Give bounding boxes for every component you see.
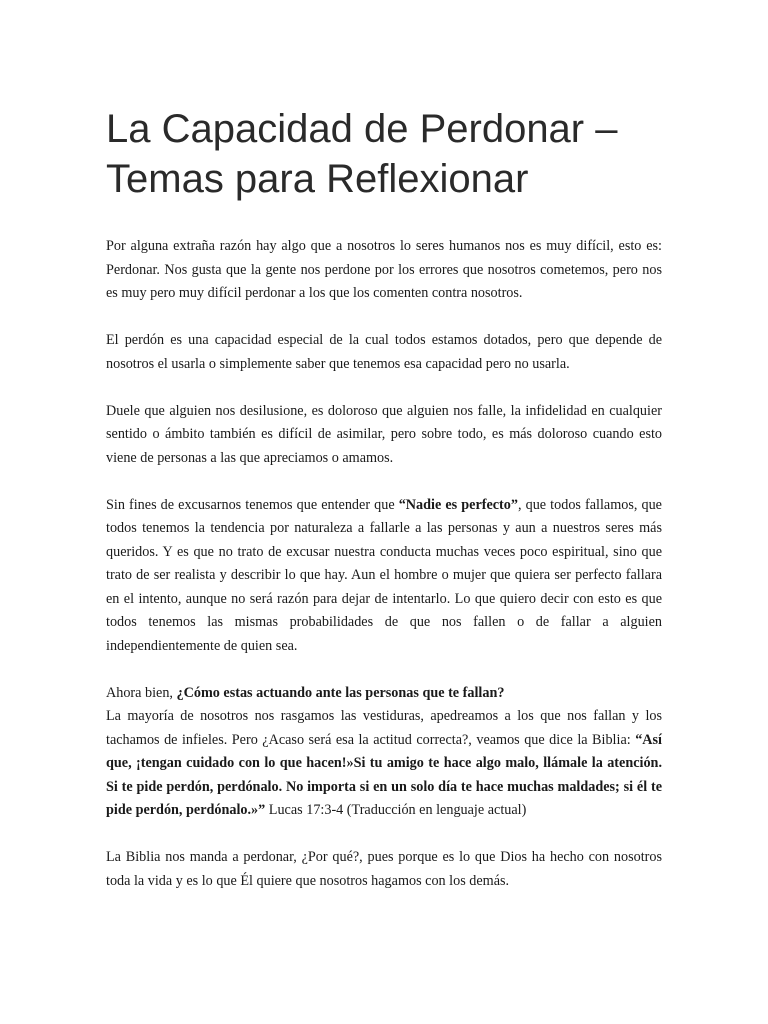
paragraph-2: El perdón es una capacidad especial de la cual todos estamos dotados, pero que depende de nosotros el usarla o simplemente saber que tenemos esa capacidad pero no usarla. [106,332,662,372]
document-title [106,104,666,204]
document-body [106,235,662,893]
bible-quote: “Así que, ¡tengan cuidado con lo que hacen!»Si tu amigo te hace algo malo, llámale la atención. Si te pide perdón, perdónalo. No importa si en un solo día te hace muchas maldades; si él te pide perdón, perdónalo.»” [106,731,662,818]
paragraph-6-text-a: La mayoría de nosotros nos rasgamos las vestiduras, apedreamos a los que nos fallan y los tachamos de infieles. Pero ¿Acaso será esa la actitud correcta?, veamos que dice la Biblia: [106,708,662,748]
paragraph-4-bold: “Nadie es perfecto” [398,496,518,513]
paragraph-5 [106,682,662,706]
paragraph-5-text-a: Ahora bien, [106,684,177,701]
title-line-2: Temas para Reflexionar [106,157,529,201]
paragraph-3: Duele que alguien nos desilusione, es doloroso que alguien nos falle, la infidelidad en cualquier sentido o ámbito también es difícil de asimilar, pero sobre todo, es más doloroso cuando esto viene de personas a las que apreciamos o amamos. [106,402,662,466]
paragraph-4-text-a: Sin fines de excusarnos tenemos que entender que [106,496,399,513]
paragraph-1: Por alguna extraña razón hay algo que a nosotros lo seres humanos nos es muy difícil, esto es: Perdonar. Nos gusta que la gente nos perdone por los errores que nosotros cometemos, pero nos es muy pero muy difícil perdonar a los que los comenten contra nosotros. [106,238,662,301]
paragraph-6 [106,705,662,823]
title-line-1: La Capacidad de Perdonar – [106,107,618,151]
paragraph-4 [106,494,662,659]
paragraph-5-bold-question: ¿Cómo estas actuando ante las personas que te fallan? [176,684,505,701]
paragraph-7: La Biblia nos manda a perdonar, ¿Por qué?, pues porque es lo que Dios ha hecho con nosotros toda la vida y es lo que Él quiere que nosotros hagamos con los demás. [106,849,662,889]
paragraph-4-text-b: , que todos fallamos, que todos tenemos la tendencia por naturaleza a fallarle a las personas y aun a nuestros seres más queridos. Y es que no trato de excusar nuestra conducta muchas veces poco espiritual, sino que trato de ser realista y describir lo que hay. Aun el hombre o mujer que quiera ser perfecto fallara en el intento, aunque no será razón para dejar de intentarlo. Lo que quiero decir con esto es que todos tenemos las mismas probabilidades de que nos fallen o de fallar a alguien independientemente de quien sea. [106,496,662,654]
bible-reference: Lucas 17:3-4 (Traducción en lenguaje actual) [265,802,527,818]
